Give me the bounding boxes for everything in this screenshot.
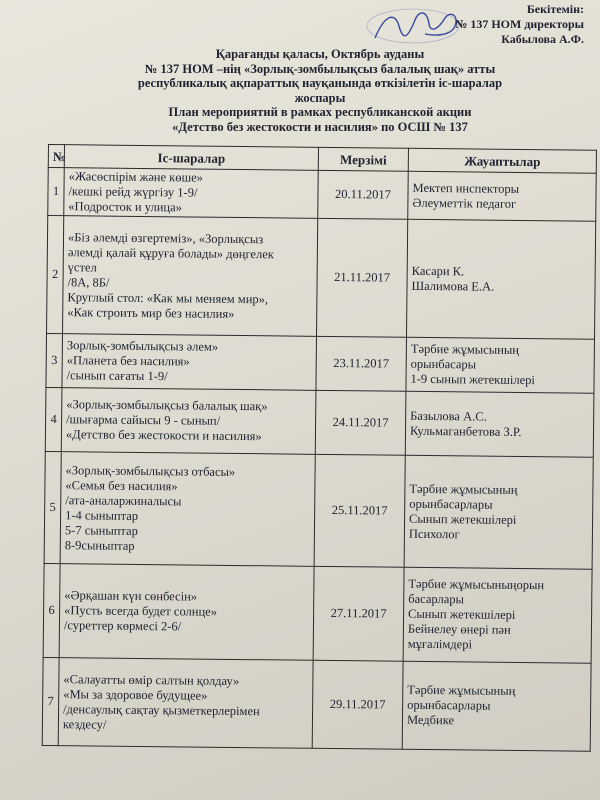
table-row: [43, 563, 592, 663]
event-cell: [62, 334, 317, 391]
row-number: 5: [44, 451, 61, 563]
event-line: «Әрқашан күн сөнбесін»: [64, 588, 198, 604]
document-heading: [110, 47, 530, 134]
date-cell: 27.11.2017: [313, 566, 404, 661]
event-line: 5-7 сыныптар: [64, 522, 138, 538]
responsible-line: Бейнелеу өнері пән: [407, 621, 511, 637]
row-number: 6: [43, 563, 60, 657]
responsible-line: Касари К.: [411, 263, 465, 278]
responsible-line: Сынып жетекшілері: [408, 606, 516, 622]
event-line: «Подросток и улица»: [68, 199, 182, 215]
event-line: «Пусть всегда будет солнце»: [64, 603, 218, 619]
table-body: [42, 168, 596, 752]
events-table: [42, 144, 597, 752]
heading-line: республикалық ақпараттық науқанында өткізілетін іс-шаралар: [137, 76, 503, 90]
responsible-line: Мектеп инспекторы: [412, 180, 520, 196]
event-line: /ата-аналаржиналысы: [65, 492, 182, 508]
event-cell: [58, 658, 313, 749]
responsible-line: орынбасарлары: [409, 496, 493, 512]
table-row: [44, 451, 593, 569]
date-cell: 23.11.2017: [316, 336, 407, 391]
date-cell: 25.11.2017: [314, 454, 405, 567]
row-number: 1: [48, 168, 65, 216]
event-line: «Зорлық-зомбылықсыз балалық шақ»: [66, 397, 268, 414]
header-responsible: Жауаптылар: [408, 148, 596, 173]
event-line: «Салауатты өмір салтын қолдау»: [63, 671, 240, 688]
row-number: 7: [42, 657, 59, 745]
table-row: [45, 387, 594, 457]
date-cell: 29.11.2017: [312, 660, 403, 749]
heading-line: Қарағанды қаласы, Октябрь ауданы: [215, 47, 425, 61]
responsible-line: мұғалімдері: [407, 636, 473, 652]
event-cell: [61, 388, 316, 455]
heading-line: План мероприятий в рамках республиканской акции: [168, 105, 472, 119]
approval-block: [374, 2, 584, 47]
event-line: «Детство без жестокости и насилия»: [65, 427, 262, 444]
event-line: «Мы за здоровое будущее»: [63, 686, 208, 703]
responsible-cell: [406, 219, 595, 339]
date-cell: 21.11.2017: [317, 218, 408, 337]
responsible-cell: [408, 171, 596, 221]
responsible-cell: [402, 661, 591, 751]
event-cell: [64, 168, 318, 219]
event-line: /денсаулық сақтау қызметкерлерімен: [63, 701, 260, 718]
date-cell: 20.11.2017: [318, 170, 408, 219]
event-line: Круглый стол: «Как мы меняем мир»,: [67, 289, 269, 306]
header-event: Іс-шаралар: [64, 145, 318, 171]
event-line: «Как строить мир без насилия»: [67, 304, 235, 321]
row-number: 3: [46, 333, 63, 387]
responsible-line: орынбасарлары: [407, 697, 491, 713]
approval-director: № 137 НОМ директоры: [455, 17, 584, 31]
event-line: Зорлық-зомбылықсыз әлем»: [66, 338, 219, 354]
event-line: /шығарма сайысы 9 - сынып/: [66, 412, 221, 428]
responsible-line: Тәрбие жұмысының: [410, 341, 520, 357]
responsible-cell: [406, 337, 595, 393]
event-line: 1-4 сыныптар: [65, 507, 139, 523]
event-line: «Біз әлемді өзгертеміз», «Зорлықсыз: [67, 229, 264, 246]
row-number: 4: [45, 387, 62, 451]
event-line: әлемді қалай құруға болады» дөңгелек: [67, 244, 274, 261]
responsible-cell: [404, 455, 593, 569]
approval-name: Кабылова А.Ф.: [501, 32, 584, 46]
header-date: Мерзімі: [318, 147, 408, 171]
responsible-cell: [403, 567, 592, 663]
responsible-line: Сынып жетекшілері: [409, 511, 517, 527]
event-line: «Планета без насилия»: [66, 353, 190, 369]
row-number: 2: [47, 216, 64, 334]
responsible-line: Тәрбие жұмысыныңорын: [408, 576, 545, 593]
responsible-line: Әлеуметтік педагог: [412, 195, 517, 211]
event-line: «Жасөспірім және көше»: [68, 169, 203, 185]
table-row: [48, 168, 596, 222]
event-line: «Зорлық-зомбылықсыз отбасы»: [65, 462, 236, 479]
approval-title: Бекітемін:: [526, 2, 584, 16]
heading-line: № 137 НОМ –нің «Зорлық-зомбылықсыз балалық шақ» атты: [144, 61, 496, 76]
event-line: «Семья без насилия»: [65, 477, 178, 493]
responsible-line: Шалимова Е.А.: [411, 278, 495, 294]
event-line: /суреттер көрмесі 2-6/: [63, 618, 182, 634]
table-row: [46, 333, 595, 393]
event-line: кездесу/: [62, 716, 107, 732]
event-line: /кешкі рейд жүргізу 1-9/: [68, 184, 198, 200]
responsible-line: Базылова А.С.: [410, 408, 487, 424]
event-cell: [60, 452, 315, 567]
event-line: үстел: [67, 259, 97, 275]
responsible-line: орынбасары: [410, 356, 477, 372]
heading-line: «Детство без жестокости и насилия» по ОСШ № 137: [172, 119, 468, 134]
responsible-line: Тәрбие жұмысының: [409, 481, 518, 497]
responsible-line: басарлары: [408, 591, 465, 607]
responsible-line: Психолог: [408, 526, 460, 541]
event-cell: [63, 216, 318, 337]
table-row: [47, 216, 596, 340]
header-num: №: [48, 145, 64, 168]
heading-line: жоспары: [294, 90, 346, 105]
event-line: /сынып сағаты 1-9/: [66, 368, 168, 384]
event-line: 8-9сыныптар: [64, 537, 135, 553]
responsible-line: Тәрбие жұмысының: [407, 682, 516, 698]
responsible-line: Медбике: [406, 712, 455, 728]
responsible-line: 1-9 сынып жетекшілері: [410, 371, 535, 388]
responsible-line: Кульмаганбетова З.Р.: [409, 423, 522, 439]
event-cell: [59, 564, 314, 661]
date-cell: 24.11.2017: [315, 390, 406, 455]
event-line: /8А, 8Б/: [67, 274, 110, 290]
responsible-cell: [405, 391, 594, 457]
table-row: [42, 657, 591, 751]
